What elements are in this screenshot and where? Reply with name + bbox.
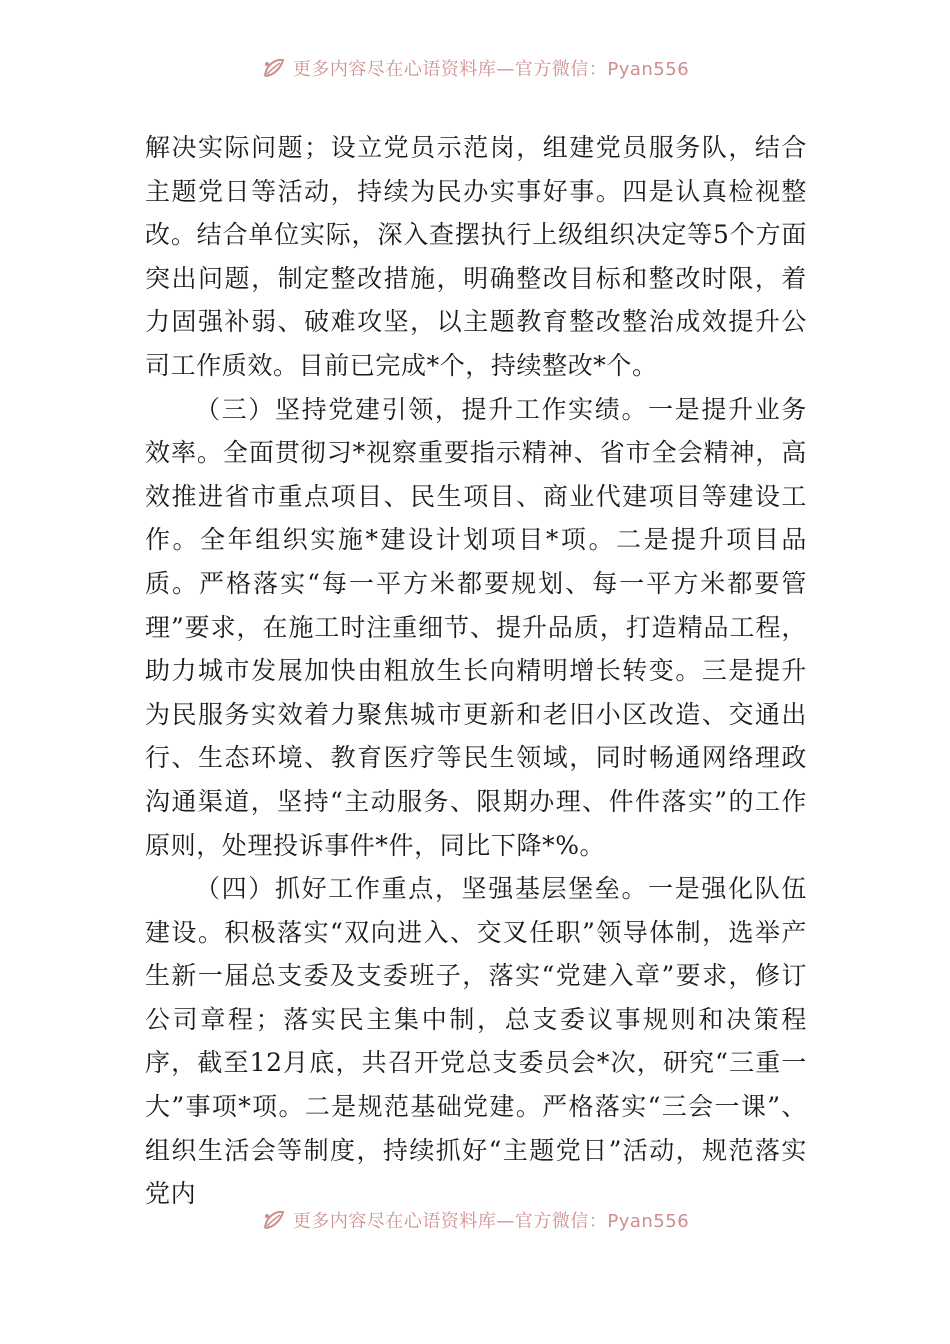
leaf-logo-icon — [261, 1207, 287, 1233]
watermark-text: 更多内容尽在心语资料库—官方微信：Pyan556 — [292, 59, 690, 80]
watermark-text: 更多内容尽在心语资料库—官方微信：Pyan556 — [292, 1211, 690, 1232]
footer-watermark — [0, 1200, 950, 1240]
paragraph-1: 解决实际问题；设立党员示范岗，组建党员服务队，结合主题党日等活动，持续为民办实事好事。四是认真检视整改。结合单位实际，深入查摆执行上级组织决定等5个方面突出问题，制定整改措施，明确整改目标和整改时限，着力固强补弱、破难攻坚，以主题教育整改整治成效提升公司工作质效。目前已完成*个，持续整改*个。 — [145, 133, 807, 380]
document-body — [145, 126, 807, 1216]
paragraph-2: （三）坚持党建引领，提升工作实绩。一是提升业务效率。全面贯彻习*视察重要指示精神、省市全会精神，高效推进省市重点项目、民生项目、商业代建项目等建设工作。全年组织实施*建设计划项目*项。二是提升项目品质。严格落实“每一平方米都要规划、每一平方米都要管理”要求，在施工时注重细节、提升品质，打造精品工程，助力城市发展加快由粗放生长向精明增长转变。三是提升为民服务实效着力聚焦城市更新和老旧小区改造、交通出行、生态环境、教育医疗等民生领域，同时畅通网络理政沟通渠道，坚持“主动服务、限期办理、件件落实”的工作原则，处理投诉事件*件，同比下降*%。 — [145, 394, 807, 860]
leaf-logo-icon — [261, 55, 287, 81]
paragraph-3: （四）抓好工作重点，坚强基层堡垒。一是强化队伍建设。积极落实“双向进入、交叉任职”领导体制，选举产生新一届总支委及支委班子，落实“党建入章”要求，修订公司章程；落实民主集中制，总支委议事规则和决策程序，截至12月底，共召开党总支委员会*次，研究“三重一大”事项*项。二是规范基础党建。严格落实“三会一课”、组织生活会等制度，持续抓好“主题党日”活动，规范落实党内 — [145, 874, 807, 1209]
header-watermark — [0, 48, 950, 88]
